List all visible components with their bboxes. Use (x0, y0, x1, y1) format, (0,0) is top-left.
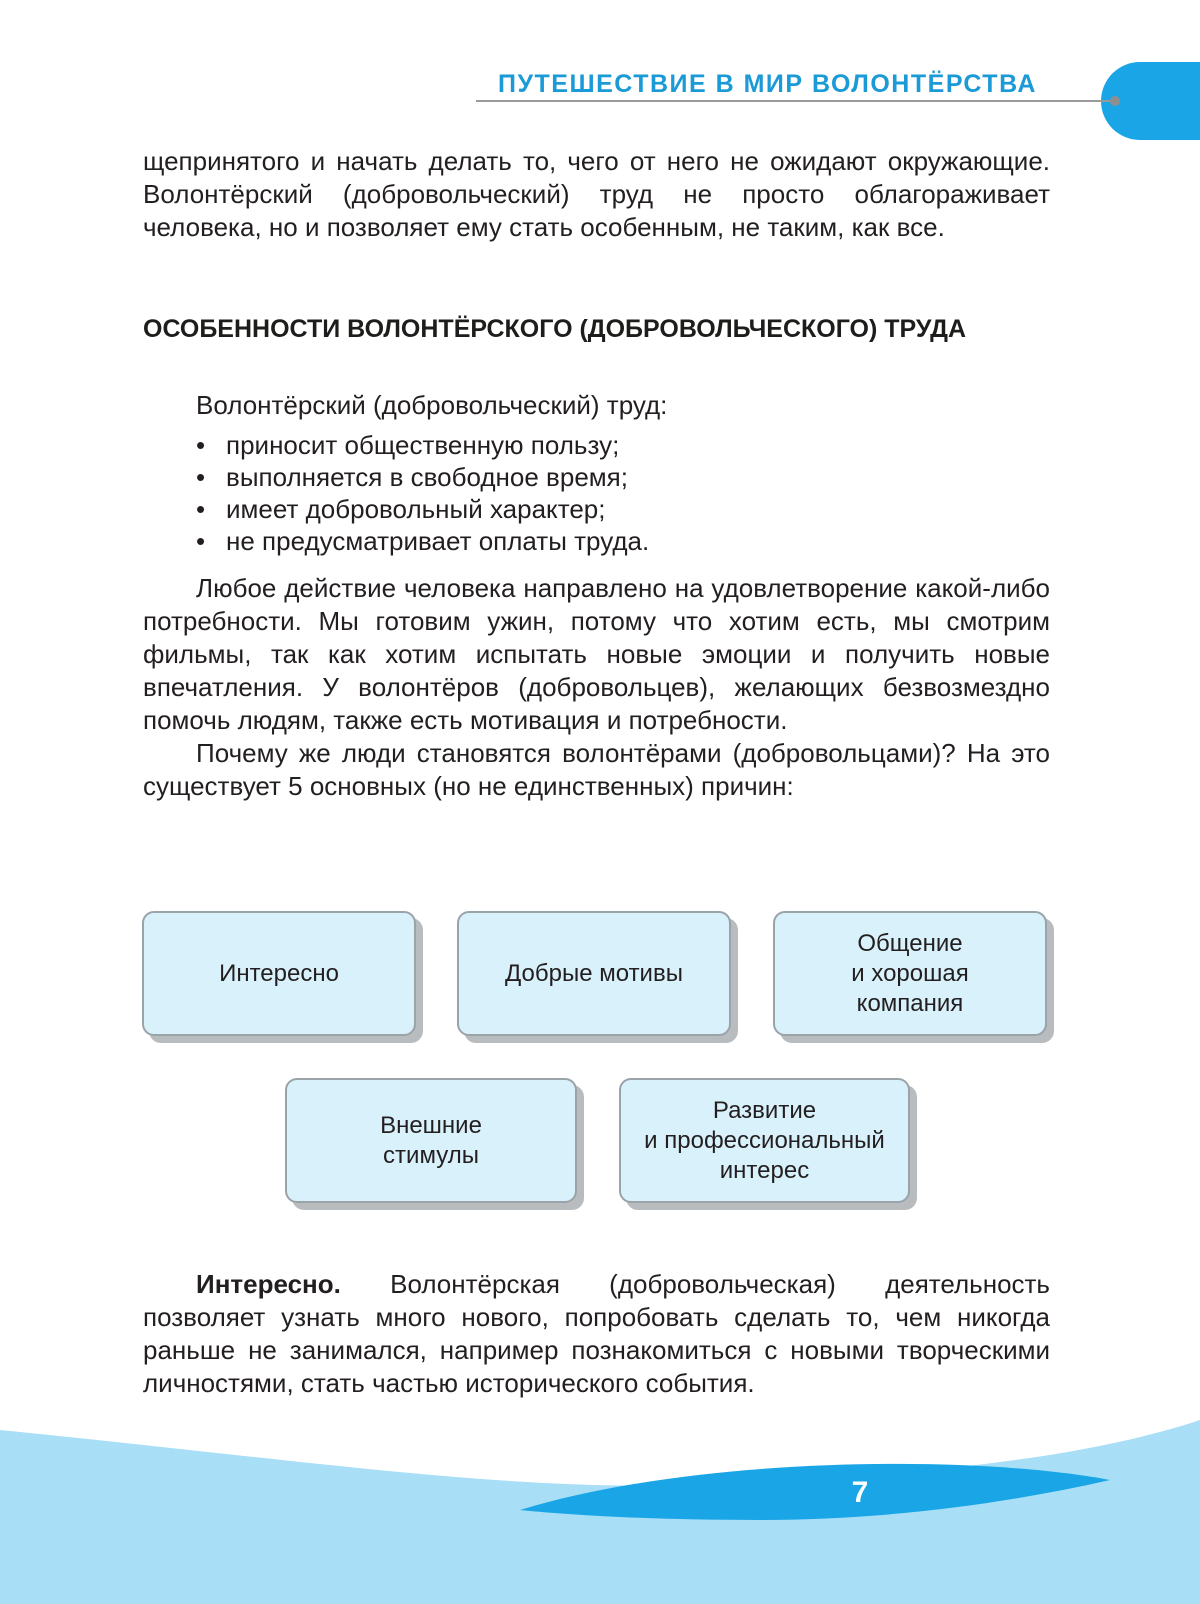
header-rule (476, 100, 1116, 102)
running-title: ПУТЕШЕСТВИЕ В МИР ВОЛОНТЁРСТВА (498, 70, 1037, 98)
closing-lead: Интересно. (196, 1269, 341, 1299)
list-item: • не предусматривает оплаты труда. (196, 525, 649, 557)
list-item: • приносит общественную пользу; (196, 429, 649, 461)
reason-box-communication: Общение и хорошая компания (773, 911, 1047, 1036)
reason-box-development: Развитие и профессиональный интерес (619, 1078, 910, 1203)
reason-box-good-motives: Добрые мотивы (457, 911, 731, 1036)
page-number: 7 (851, 1476, 869, 1509)
list-intro: Волонтёрский (добровольческий) труд: (196, 390, 668, 420)
reason-box-external-stimuli: Внешние стимулы (285, 1078, 577, 1203)
section-title: ОСОБЕННОСТИ ВОЛОНТЁРСКОГО (ДОБРОВОЛЬЧЕСКОГО) ТРУДА (143, 315, 967, 343)
paragraph-motivation: Любое действие человека направлено на удовлетворение какой-либо потребности. Мы готовим ужин, потому что хотим есть, мы смотрим фильмы, так как хотим испытать новые эмоции и получить новые впечатления. У волонтёров (добровольцев), желающих безвозмездно помочь людям, также есть мотивация и потребности. (143, 573, 1050, 735)
closing-paragraph (143, 1268, 1050, 1400)
footer-wave-decoration (0, 1420, 1200, 1604)
reason-box-interesting: Интересно (142, 911, 416, 1036)
body-paragraphs (143, 572, 1050, 803)
intro-paragraph: щепринятого и начать делать то, чего от него не ожидают окружающие. Волонтёрский (добровольческий) труд не просто облагораживает человека, но и позволяет ему стать особенным, не таким, как все. (143, 146, 1050, 242)
paragraph-reasons-intro: Почему же люди становятся волонтёрами (добровольцами)? На это существует 5 основных (но не единственных) причин: (143, 738, 1050, 801)
closing-text: Волонтёрская (добровольческая) деятельность позволяет узнать много нового, попробовать сделать то, чем никогда раньше не занимался, например познакомиться с новыми творческими личностями, стать частью исторического события. (143, 1269, 1050, 1398)
header-rule-dot (1110, 96, 1120, 106)
list-item: • имеет добровольный характер; (196, 493, 649, 525)
features-list (196, 429, 649, 557)
list-item: • выполняется в свободное время; (196, 461, 649, 493)
